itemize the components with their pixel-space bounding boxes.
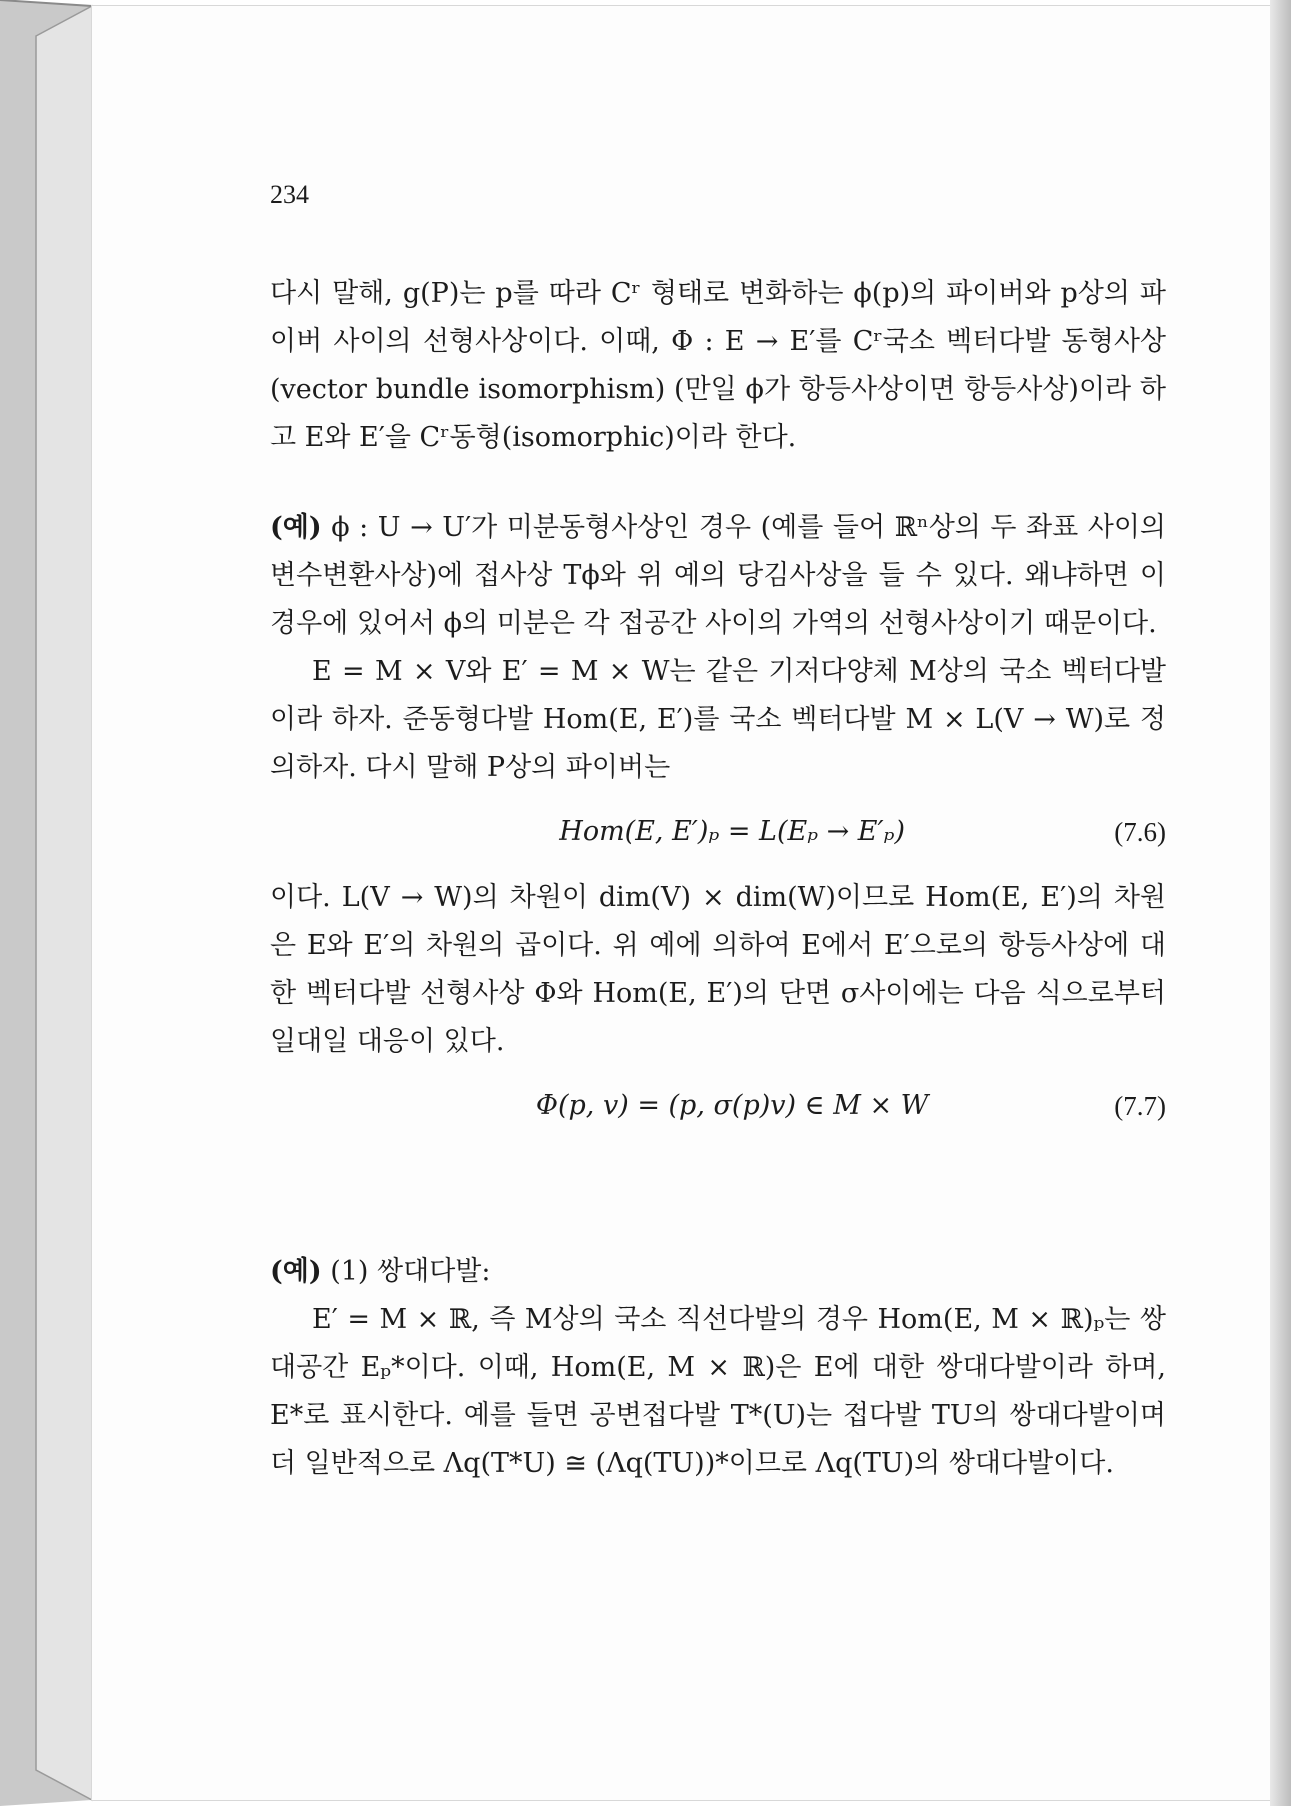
example-2 <box>270 1248 1166 1296</box>
example-1-text: ϕ : U → U′가 미분동형사상인 경우 (예를 들어 ℝⁿ상의 두 좌표 사이의 변수변환사상)에 접사상 Tϕ와 위 예의 당김사상을 들 수 있다. 왜냐하면 이 경우에 있어서 ϕ의 미분은 각 접공간 사이의 가역의 선형사상이기 때문이다. <box>270 512 1166 639</box>
paragraph-1: 다시 말해, g(P)는 p를 따라 Cʳ 형태로 변화하는 ϕ(p)의 파이버와 p상의 파이버 사이의 선형사상이다. 이때, Φ : E → E′를 Cʳ국소 벡터다발 동형사상(vector bundle isomorphism) (만일 ϕ가 항등사상이면 항등사상)이라 하고 E와 E′을 Cʳ동형(isomorphic)이라 한다. <box>270 278 1166 453</box>
page-body <box>270 270 1166 1488</box>
example-2-text: (1) 쌍대다발: <box>321 1256 491 1287</box>
example-label: (예) <box>270 1256 322 1287</box>
paragraph-3: 이다. L(V → W)의 차원이 dim(V) × dim(W)이므로 Hom(E, E′)의 차원은 E와 E′의 차원의 곱이다. 위 예에 의하여 E에서 E′으로의 항등사상에 대한 벡터다발 선형사상 Φ와 Hom(E, E′)의 단면 σ사이에는 다음 식으로부터 일대일 대응이 있다. <box>270 882 1166 1057</box>
equation-number: (7.6) <box>1114 817 1166 847</box>
page-right-edge <box>1270 0 1291 1806</box>
equation-number: (7.7) <box>1114 1091 1166 1121</box>
equation-7-7 <box>270 1074 1166 1138</box>
example-1 <box>270 504 1166 648</box>
page-number: 234 <box>270 180 309 209</box>
equation-7-6 <box>270 800 1166 864</box>
paragraph-4: E′ = M × ℝ, 즉 M상의 국소 직선다발의 경우 Hom(E, M × ℝ)ₚ는 쌍대공간 Eₚ*이다. 이때, Hom(E, M × ℝ)은 E에 대한 쌍대다발이라 하며, E*로 표시한다. 예를 들면 공변접다발 T*(U)는 접다발 TU의 쌍대다발이며 더 일반적으로 Λq(T*U) ≅ (Λq(TU))*이므로 Λq(TU)의 쌍대다발이다. <box>270 1304 1166 1479</box>
equation-formula: Φ(p, v) = (p, σ(p)v) ∈ M × W <box>535 1090 929 1121</box>
paragraph-2: E = M × V와 E′ = M × W는 같은 기저다양체 M상의 국소 벡터다발이라 하자. 준동형다발 Hom(E, E′)를 국소 벡터다발 M × L(V → W)로 정의하자. 다시 말해 P상의 파이버는 <box>270 656 1166 783</box>
example-label: (예) <box>270 512 322 543</box>
equation-formula: Hom(E, E′)ₚ = L(Eₚ → E′ₚ) <box>559 816 905 847</box>
